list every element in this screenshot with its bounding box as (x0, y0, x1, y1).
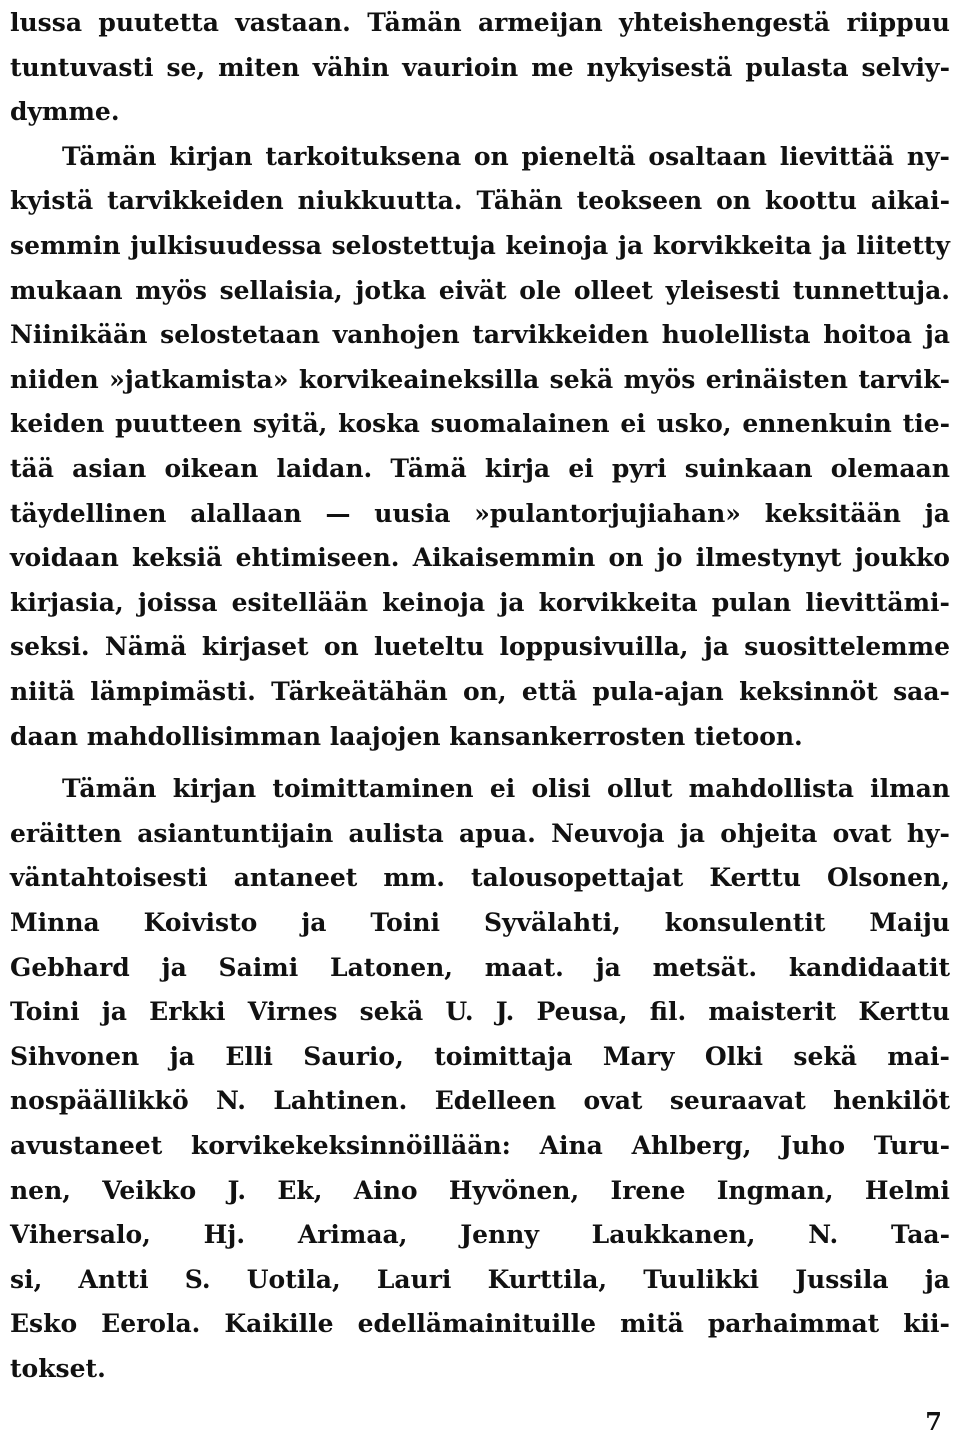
text-line: tää asian oikean laidan. Tämä kirja ei pyri suinkaan olemaan (10, 454, 950, 483)
text-line: väntahtoisesti antaneet mm. talousopettajat Kerttu Olsonen, (10, 863, 950, 893)
text-line: seksi. Nämä kirjaset on lueteltu loppusivuilla, ja suosittelemme (10, 632, 950, 662)
text-line: Niinikään selostetaan vanhojen tarvikkeiden huolellista hoitoa ja (10, 320, 950, 350)
text-line: niiden »jatkamista» korvikeaineksilla sekä myös erinäisten tarvik- (10, 364, 950, 394)
text-line: eräitten asiantuntijain aulista apua. Neuvoja ja ohjeita ovat hy- (10, 818, 950, 848)
document-page (10, 0, 950, 1440)
text-line: voidaan keksiä ehtimiseen. Aikaisemmin on jo ilmestynyt joukko (10, 543, 950, 573)
text-line: Tämän kirjan tarkoituksena on pieneltä osaltaan lievittää ny- (62, 141, 950, 171)
text-line: täydellinen alallaan — uusia »pulantorjujiahan» keksitään ja (10, 498, 950, 528)
text-line: tuntuvasti se, miten vähin vaurioin me nykyisestä pulasta selviy- (10, 52, 950, 82)
text-line: Esko Eerola. Kaikille edellämainituille mitä parhaimmat kii- (10, 1309, 950, 1339)
text-line: keiden puutteen syitä, koska suomalainen ei usko, ennenkuin tie- (10, 409, 950, 439)
text-line: niitä lämpimästi. Tärkeätähän on, että pula-ajan keksinnöt saa- (10, 677, 950, 706)
text-line: dymme. (10, 97, 120, 127)
text-line: Minna Koivisto ja Toini Syvälahti, konsulentit Maiju (10, 908, 950, 937)
text-line: mukaan myös sellaisia, jotka eivät ole olleet yleisesti tunnettuja. (10, 275, 950, 305)
text-line: kyistä tarvikkeiden niukkuutta. Tähän teokseen on koottu aikai- (10, 186, 950, 216)
text-line: avustaneet korvikekeksinnöillään: Aina Ahlberg, Juho Turu- (10, 1131, 950, 1160)
text-line: si, Antti S. Uotila, Lauri Kurttila, Tuulikki Jussila ja (10, 1264, 950, 1294)
text-line: semmin julkisuudessa selostettuja keinoja ja korvikkeita ja liitetty (10, 231, 950, 260)
text-line: Vihersalo, Hj. Arimaa, Jenny Laukkanen, N. Taa- (10, 1220, 950, 1250)
text-line: lussa puutetta vastaan. Tämän armeijan yhteishengestä riippuu (10, 8, 950, 37)
text-line: nospäällikkö N. Lahtinen. Edelleen ovat seuraavat henkilöt (10, 1086, 950, 1116)
text-line: Gebhard ja Saimi Latonen, maat. ja metsät. kandidaatit (10, 952, 950, 982)
text-line: tokset. (10, 1354, 106, 1383)
text-line: Tämän kirjan toimittaminen ei olisi ollut mahdollista ilman (62, 774, 950, 804)
text-line: kirjasia, joissa esitellään keinoja ja korvikkeita pulan lievittämi- (10, 587, 950, 617)
text-line: Sihvonen ja Elli Saurio, toimittaja Mary Olki sekä mai- (10, 1041, 950, 1071)
text-line: Toini ja Erkki Virnes sekä U. J. Peusa, fil. maisterit Kerttu (10, 997, 950, 1027)
page-number: 7 (925, 1407, 942, 1436)
text-line: nen, Veikko J. Ek, Aino Hyvönen, Irene Ingman, Helmi (10, 1175, 950, 1205)
text-line: daan mahdollisimman laajojen kansankerrosten tietoon. (10, 721, 803, 751)
